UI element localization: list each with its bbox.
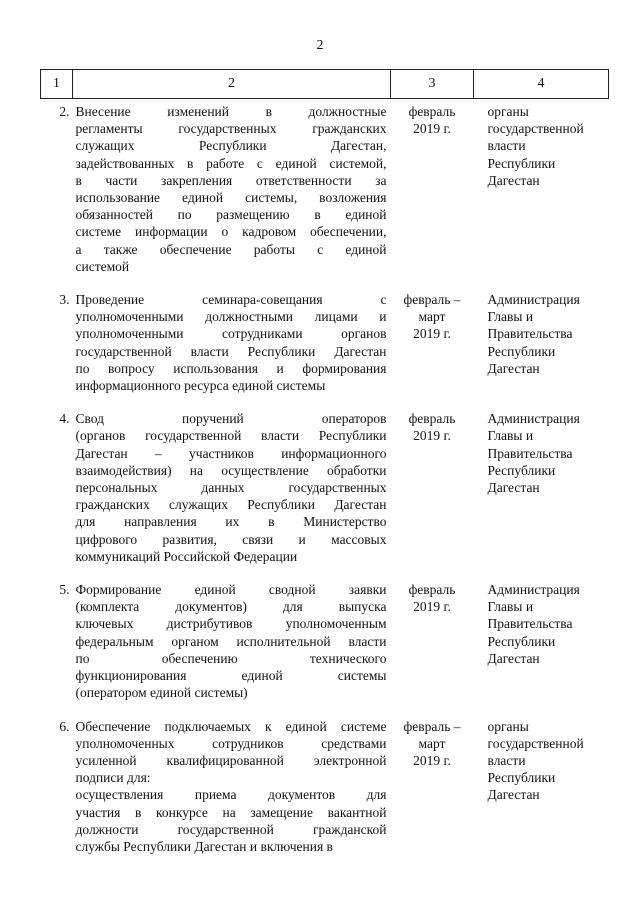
responsible-executor-line: власти bbox=[487, 138, 526, 154]
measure-description-line: государственной власти Республики Дагестан bbox=[75, 343, 387, 359]
row-spacer-cell bbox=[41, 394, 609, 410]
measure-description-line: гражданских служащих Республики Дагестан bbox=[75, 497, 387, 513]
column-header-4: 4 bbox=[474, 70, 609, 99]
responsible-executor-line: Дагестан bbox=[487, 787, 540, 803]
measure-description-line: обязанностей по размещению в единой bbox=[75, 207, 387, 223]
table-row bbox=[41, 99, 609, 276]
row-spacer-cell bbox=[41, 565, 609, 581]
responsible-executor-line: органы bbox=[487, 104, 529, 119]
responsible-executor-line: Дагестан bbox=[487, 650, 540, 666]
table-row bbox=[41, 718, 609, 856]
measure-description-line: использование единой системы, возложения bbox=[75, 190, 387, 206]
measure-description bbox=[73, 718, 391, 856]
table-row bbox=[41, 291, 609, 394]
row-spacer bbox=[41, 394, 609, 410]
deadline-line: февраль – bbox=[403, 718, 461, 734]
responsible-executor-line: Администрация bbox=[487, 582, 580, 598]
deadline-line: 2019 г. bbox=[413, 428, 451, 444]
responsible-executor bbox=[474, 581, 609, 701]
responsible-executor-line: Дагестан bbox=[487, 360, 540, 376]
measure-description-line: осуществления приема документов для bbox=[75, 787, 387, 803]
measure-description-line: системой bbox=[75, 258, 130, 274]
responsible-executor-line: Республики bbox=[487, 155, 556, 171]
table-header-row bbox=[41, 70, 609, 99]
measure-description-line: Дагестан – участников информационного bbox=[75, 445, 387, 461]
responsible-executor bbox=[474, 99, 609, 276]
measure-description-line: в части закрепления ответственности за bbox=[75, 172, 387, 188]
row-number: 2. bbox=[59, 104, 70, 119]
deadline bbox=[391, 291, 474, 394]
column-header-2: 2 bbox=[73, 70, 391, 99]
plan-table bbox=[40, 69, 609, 855]
responsible-executor bbox=[474, 410, 609, 565]
responsible-executor-line: Правительства bbox=[487, 326, 573, 342]
table-row bbox=[41, 410, 609, 565]
measure-description-line: ключевых дистрибутивов уполномоченным bbox=[75, 616, 387, 632]
deadline-line: февраль bbox=[408, 582, 456, 598]
page-number: 2 bbox=[316, 38, 324, 53]
responsible-executor-line: Правительства bbox=[487, 616, 573, 632]
measure-description-line: (оператором единой системы) bbox=[75, 685, 248, 701]
measure-description-line: службы Республики Дагестан и включения в bbox=[75, 838, 333, 854]
measure-description-line: взаимодействия) на осуществление обработки bbox=[75, 462, 387, 478]
measure-description-line: регламенты государственных гражданских bbox=[75, 121, 387, 137]
measure-description-line: уполномоченных сотрудников средствами bbox=[75, 735, 387, 751]
measure-description-line: (органов государственной власти Республики bbox=[75, 428, 387, 444]
measure-description-line: должности государственной гражданской bbox=[75, 821, 387, 837]
deadline-line: февраль bbox=[408, 411, 456, 427]
row-number: 4. bbox=[59, 411, 70, 427]
responsible-executor-line: Администрация bbox=[487, 292, 580, 308]
responsible-executor-line: Республики bbox=[487, 462, 556, 478]
deadline-line: 2019 г. bbox=[413, 599, 451, 615]
measure-description-line: (комплекта документов) для выпуска bbox=[75, 599, 387, 615]
measure-description-line: а также обеспечение работы с единой bbox=[75, 241, 387, 257]
measure-description-line: уполномоченными должностными лицами и bbox=[75, 309, 387, 325]
measure-description-line: Формирование единой сводной заявки bbox=[75, 582, 387, 598]
measure-description-line: Проведение семинара-совещания с bbox=[75, 292, 387, 308]
measure-description-line: служащих Республики Дагестан, bbox=[75, 138, 387, 154]
responsible-executor-line: Главы и bbox=[487, 428, 534, 444]
measure-description-line: Свод поручений операторов bbox=[75, 411, 387, 427]
column-header-3: 3 bbox=[391, 70, 474, 99]
measure-description bbox=[73, 99, 391, 276]
responsible-executor-line: Дагестан bbox=[487, 172, 540, 188]
table-body bbox=[41, 99, 609, 856]
responsible-executor-line: Республики bbox=[487, 633, 556, 649]
deadline bbox=[391, 718, 474, 856]
deadline bbox=[391, 99, 474, 276]
column-header-1: 1 bbox=[41, 70, 73, 99]
responsible-executor-line: Правительства bbox=[487, 445, 573, 461]
row-spacer-cell bbox=[41, 702, 609, 718]
measure-description-line: по вопросу использования и формирования bbox=[75, 360, 387, 376]
deadline-line: 2019 г. bbox=[413, 326, 451, 342]
measure-description-line: функционирования единой системы bbox=[75, 668, 387, 684]
measure-description-line: Внесение изменений в должностные bbox=[75, 104, 387, 119]
measure-description-line: уполномоченными сотрудниками органов bbox=[75, 326, 387, 342]
measure-description-line: подписи для: bbox=[75, 770, 151, 786]
measure-description-line: системе информации о кадровом обеспечении, bbox=[75, 224, 387, 240]
deadline-line: 2019 г. bbox=[413, 121, 451, 137]
measure-description-line: задействованных в работе с единой системой, bbox=[75, 155, 387, 171]
measure-description-line: коммуникаций Российской Федерации bbox=[75, 548, 298, 564]
measure-description-line: для направления их в Министерство bbox=[75, 514, 387, 530]
deadline-line: 2019 г. bbox=[413, 752, 451, 768]
measure-description-line: информационного ресурса единой системы bbox=[75, 378, 326, 394]
row-number: 6. bbox=[59, 718, 70, 734]
deadline-line: март bbox=[418, 309, 446, 325]
deadline-line: март bbox=[418, 735, 446, 751]
measure-description-line: усиленной квалифицированной электронной bbox=[75, 752, 387, 768]
row-number: 3. bbox=[59, 292, 70, 308]
responsible-executor-line: Администрация bbox=[487, 411, 580, 427]
row-spacer bbox=[41, 275, 609, 291]
responsible-executor-line: власти bbox=[487, 752, 526, 768]
measure-description-line: участия в конкурсе на замещение вакантной bbox=[75, 804, 387, 820]
measure-description bbox=[73, 410, 391, 565]
responsible-executor-line: Республики bbox=[487, 770, 556, 786]
responsible-executor-line: государственной bbox=[487, 735, 584, 751]
row-number: 5. bbox=[59, 582, 70, 598]
measure-description-line: по обеспечению технического bbox=[75, 650, 387, 666]
responsible-executor-line: органы bbox=[487, 718, 529, 734]
deadline bbox=[391, 410, 474, 565]
row-spacer bbox=[41, 702, 609, 718]
row-spacer bbox=[41, 565, 609, 581]
responsible-executor-line: Дагестан bbox=[487, 480, 540, 496]
table-row bbox=[41, 581, 609, 701]
row-spacer-cell bbox=[41, 275, 609, 291]
responsible-executor-line: Главы и bbox=[487, 309, 534, 325]
measure-description-line: цифрового развития, связи и массовых bbox=[75, 531, 387, 547]
deadline bbox=[391, 581, 474, 701]
measure-description-line: федеральным органом исполнительной власти bbox=[75, 633, 387, 649]
responsible-executor bbox=[474, 718, 609, 856]
measure-description-line: персональных данных государственных bbox=[75, 480, 387, 496]
deadline-line: февраль – bbox=[403, 292, 461, 308]
deadline-line: февраль bbox=[408, 104, 456, 119]
responsible-executor-line: Республики bbox=[487, 343, 556, 359]
responsible-executor-line: государственной bbox=[487, 121, 584, 137]
responsible-executor-line: Главы и bbox=[487, 599, 534, 615]
measure-description-line: Обеспечение подключаемых к единой системе bbox=[75, 718, 387, 734]
measure-description bbox=[73, 581, 391, 701]
measure-description bbox=[73, 291, 391, 394]
responsible-executor bbox=[474, 291, 609, 394]
